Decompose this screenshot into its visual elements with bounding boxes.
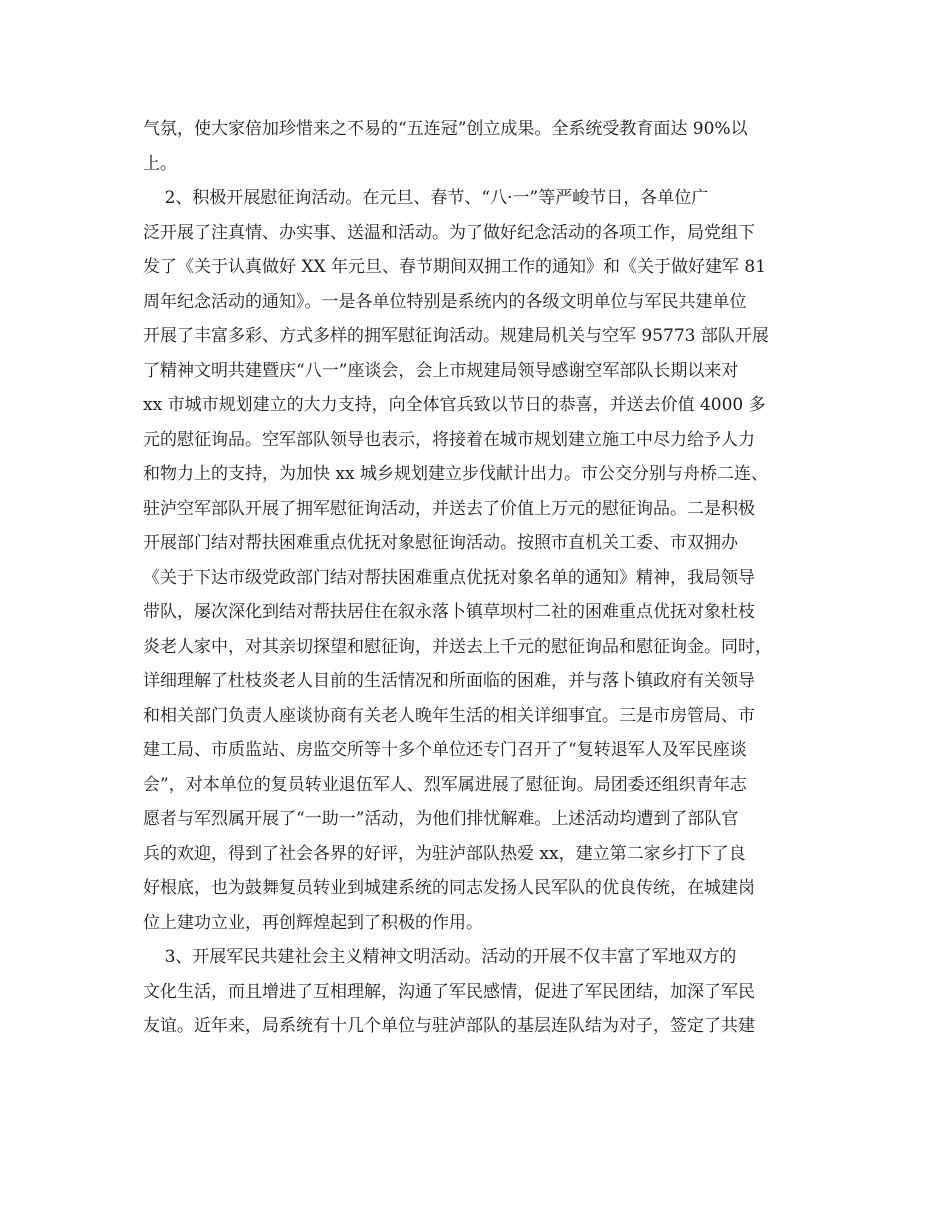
text-line: 炎老人家中，对其亲切探望和慰征询，并送去上千元的慰征询品和慰征询金。同时， [143, 636, 772, 657]
body-text [143, 112, 843, 1044]
text-line: 开展了丰富多彩、方式多样的拥军慰征询活动。规建局机关与空军 95773 部队开展 [143, 326, 769, 346]
text-line: 兵的欢迎，得到了社会各界的好评，为驻泸部队热爱 xx，建立第二家乡打下了良 [143, 843, 746, 864]
text-line: 和相关部门负责人座谈协商有关老人晚年生活的相关详细事宜。三是市房管局、市 [143, 705, 755, 726]
text-line: 泛开展了注真情、办实事、送温和活动。为了做好纪念活动的各项工作，局党组下 [143, 222, 755, 243]
text-line: 友谊。近年来，局系统有十几个单位与驻泸部队的基层连队结为对子，签定了共建 [143, 1016, 755, 1036]
text-line: 驻泸空军部队开展了拥军慰征询活动，并送去了价值上万元的慰征询品。二是积极 [143, 498, 755, 519]
text-line: 元的慰征询品。空军部队领导也表示，将接着在城市规划建立施工中尽力给予人力 [143, 429, 755, 450]
text-line: 2、积极开展慰征询活动。在元旦、春节、“八·一”等严峻节日，各单位广 [143, 188, 709, 208]
text-line: 建工局、市质监站、房监交所等十多个单位还专门召开了“复转退军人及军民座谈 [143, 740, 747, 760]
text-line: 带队，屡次深化到结对帮扶居住在叙永落卜镇草坝村二社的困难重点优抚对象杜枝 [143, 602, 755, 622]
text-line: 详细理解了杜枝炎老人目前的生活情况和所面临的困难，并与落卜镇政府有关领导 [143, 671, 755, 691]
text-line: 上。 [143, 153, 177, 174]
text-line: 周年纪念活动的通知》。一是各单位特别是系统内的各级文明单位与军民共建单位 [143, 291, 747, 312]
text-line: 《关于下达市级党政部门结对帮扶困难重点优抚对象名单的通知》精神，我局领导 [143, 567, 755, 588]
text-line: 会”，对本单位的复员转业退伍军人、烈军属进展了慰征询。局团委还组织青年志 [143, 774, 747, 795]
text-line: 和物力上的支持，为加快 xx 城乡规划建立步伐献计出力。市公交分别与舟桥二连、 [143, 464, 768, 484]
text-line: 愿者与军烈属开展了“一助一”活动，为他们排忧解难。上述活动均遭到了部队官 [143, 809, 739, 829]
text-line: 好根底，也为鼓舞复员转业到城建系统的同志发扬人民军队的优良传统，在城建岗 [143, 878, 755, 898]
text-line: 了精神文明共建暨庆“八一”座谈会，会上市规建局领导感谢空军部队长期以来对 [143, 360, 739, 381]
text-line: xx 市城市规划建立的大力支持，向全体官兵致以节日的恭喜，并送去价值 4000 多 [143, 395, 766, 415]
text-line: 开展部门结对帮扶困难重点优抚对象慰征询活动。按照市直机关工委、市双拥办 [143, 533, 738, 553]
text-line: 发了《关于认真做好 XX 年元旦、春节期间双拥工作的通知》和《关于做好建军 81 [143, 257, 767, 277]
text-line: 位上建功立业，再创辉煌起到了积极的作用。 [143, 912, 483, 933]
text-line: 3、开展军民共建社会主义精神文明活动。活动的开展不仅丰富了军地双方的 [143, 947, 737, 967]
text-line: 气氛，使大家倍加珍惜来之不易的“五连冠”创立成果。全系统受教育面达 90%以 [143, 119, 748, 139]
text-line: 文化生活，而且增进了互相理解，沟通了军民感情，促进了军民团结，加深了军民 [143, 981, 755, 1002]
